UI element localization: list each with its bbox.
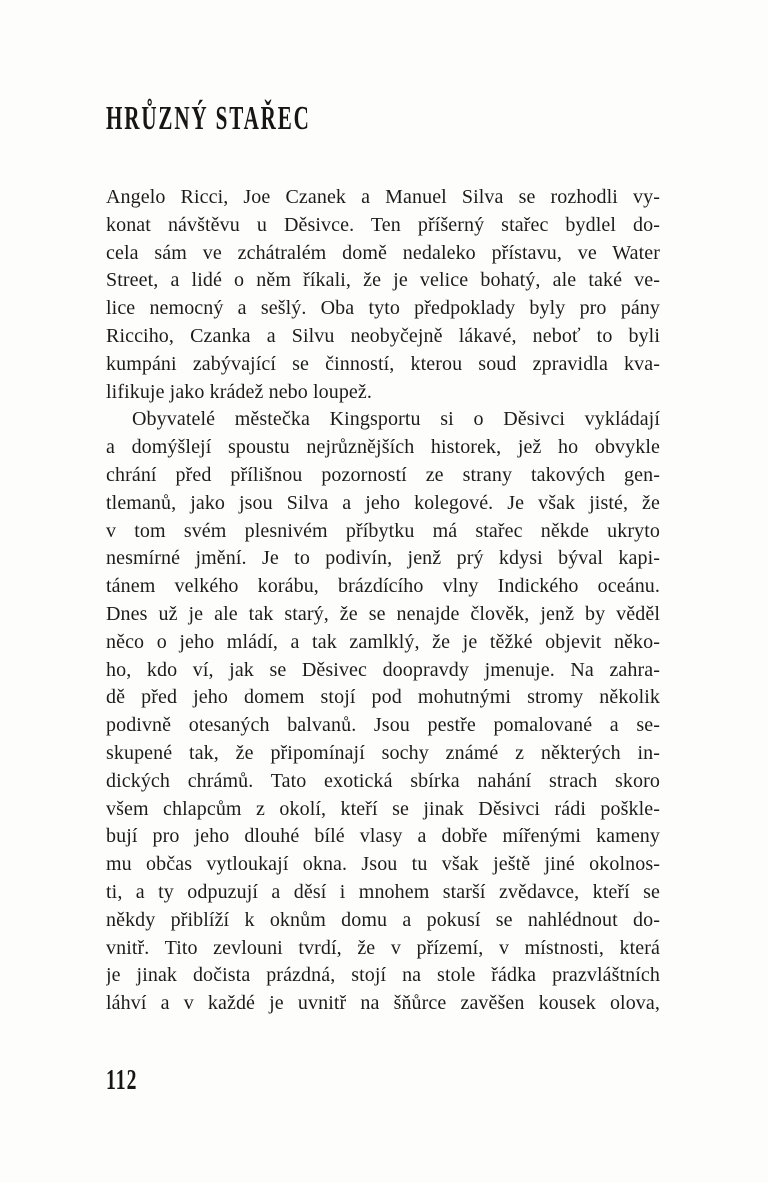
text-line: vnitř. Tito zevlouni tvrdí, že v přízemí, v místnosti, která: [106, 936, 660, 959]
text-line: něco o jeho mládí, a tak zamlklý, že je těžké objevit něko-: [106, 630, 660, 653]
text-line: bují pro jeho dlouhé bílé vlasy a dobře mířenými kameny: [106, 825, 660, 848]
body-text: [106, 184, 660, 1018]
text-line: kumpáni zabývající se činností, kterou soud zpravidla kva-: [106, 352, 660, 375]
text-line: a domýšlejí spoustu nejrůznějších historek, jež ho obvykle: [106, 436, 660, 459]
text-line: všem chlapcům z okolí, kteří se jinak Děsivci rádi poškle-: [106, 797, 660, 820]
text-line: chrání před přílišnou pozorností ze strany takových gen-: [106, 463, 660, 486]
text-line: dických chrámů. Tato exotická sbírka nahání strach skoro: [106, 769, 660, 792]
text-line: lice nemocný a sešlý. Oba tyto předpoklady byly pro pány: [106, 297, 660, 320]
text-line: ho, kdo ví, jak se Děsivec doopravdy jmenuje. Na zahra-: [106, 658, 660, 681]
text-line: láhví a v každé je uvnitř na šňůrce zavěšen kousek olova,: [106, 992, 660, 1015]
text-line: někdy přiblíží k oknům domu a pokusí se nahlédnout do-: [106, 908, 660, 931]
text-line: nesmírné jmění. Je to podivín, jenž prý kdysi býval kapi-: [106, 547, 660, 570]
text-line: dě před jeho domem stojí pod mohutnými stromy několik: [106, 686, 660, 709]
text-line: Street, a lidé o něm říkali, že je velice bohatý, ale také ve-: [106, 269, 660, 292]
text-line: skupené tak, že připomínají sochy známé z některých in-: [106, 741, 660, 764]
text-line: lifikuje jako krádež nebo loupež.: [106, 380, 372, 403]
text-line: tánem velkého korábu, brázdícího vlny Indického oceánu.: [106, 575, 660, 598]
text-line: v tom svém plesnivém příbytku má stařec někde ukryto: [106, 519, 660, 542]
text-line: Angelo Ricci, Joe Czanek a Manuel Silva se rozhodli vy-: [106, 186, 660, 208]
text-line: Obyvatelé městečka Kingsportu si o Děsivci vykládají: [132, 408, 660, 431]
text-line: ti, a ty odpuzují a děsí i mnohem starší zvědavce, kteří se: [106, 880, 660, 903]
text-line: konat návštěvu u Děsivce. Ten příšerný stařec bydlel do-: [106, 213, 660, 236]
paragraph: [106, 406, 660, 1018]
paragraph: [106, 184, 660, 406]
text-line: mu občas vytloukají okna. Jsou tu však ještě jiné okolnos-: [106, 853, 660, 876]
text-line: cela sám ve zchátralém domě nedaleko přístavu, ve Water: [106, 241, 660, 264]
text-line: Dnes už je ale tak starý, že se nenajde člověk, jenž by věděl: [106, 602, 660, 625]
text-line: je jinak dočista prázdná, stojí na stole řádka prazvláštních: [106, 964, 660, 987]
text-line: podivně otesaných balvanů. Jsou pestře pomalované a se-: [106, 714, 660, 737]
text-line: Ricciho, Czanka a Silvu neobyčejně lákavé, neboť to byli: [106, 324, 660, 347]
chapter-title: HRŮZNÝ STAŘEC: [106, 100, 311, 137]
page-number: 112: [106, 1065, 138, 1096]
text-line: tlemanů, jako jsou Silva a jeho kolegové. Je však jisté, že: [106, 491, 660, 514]
